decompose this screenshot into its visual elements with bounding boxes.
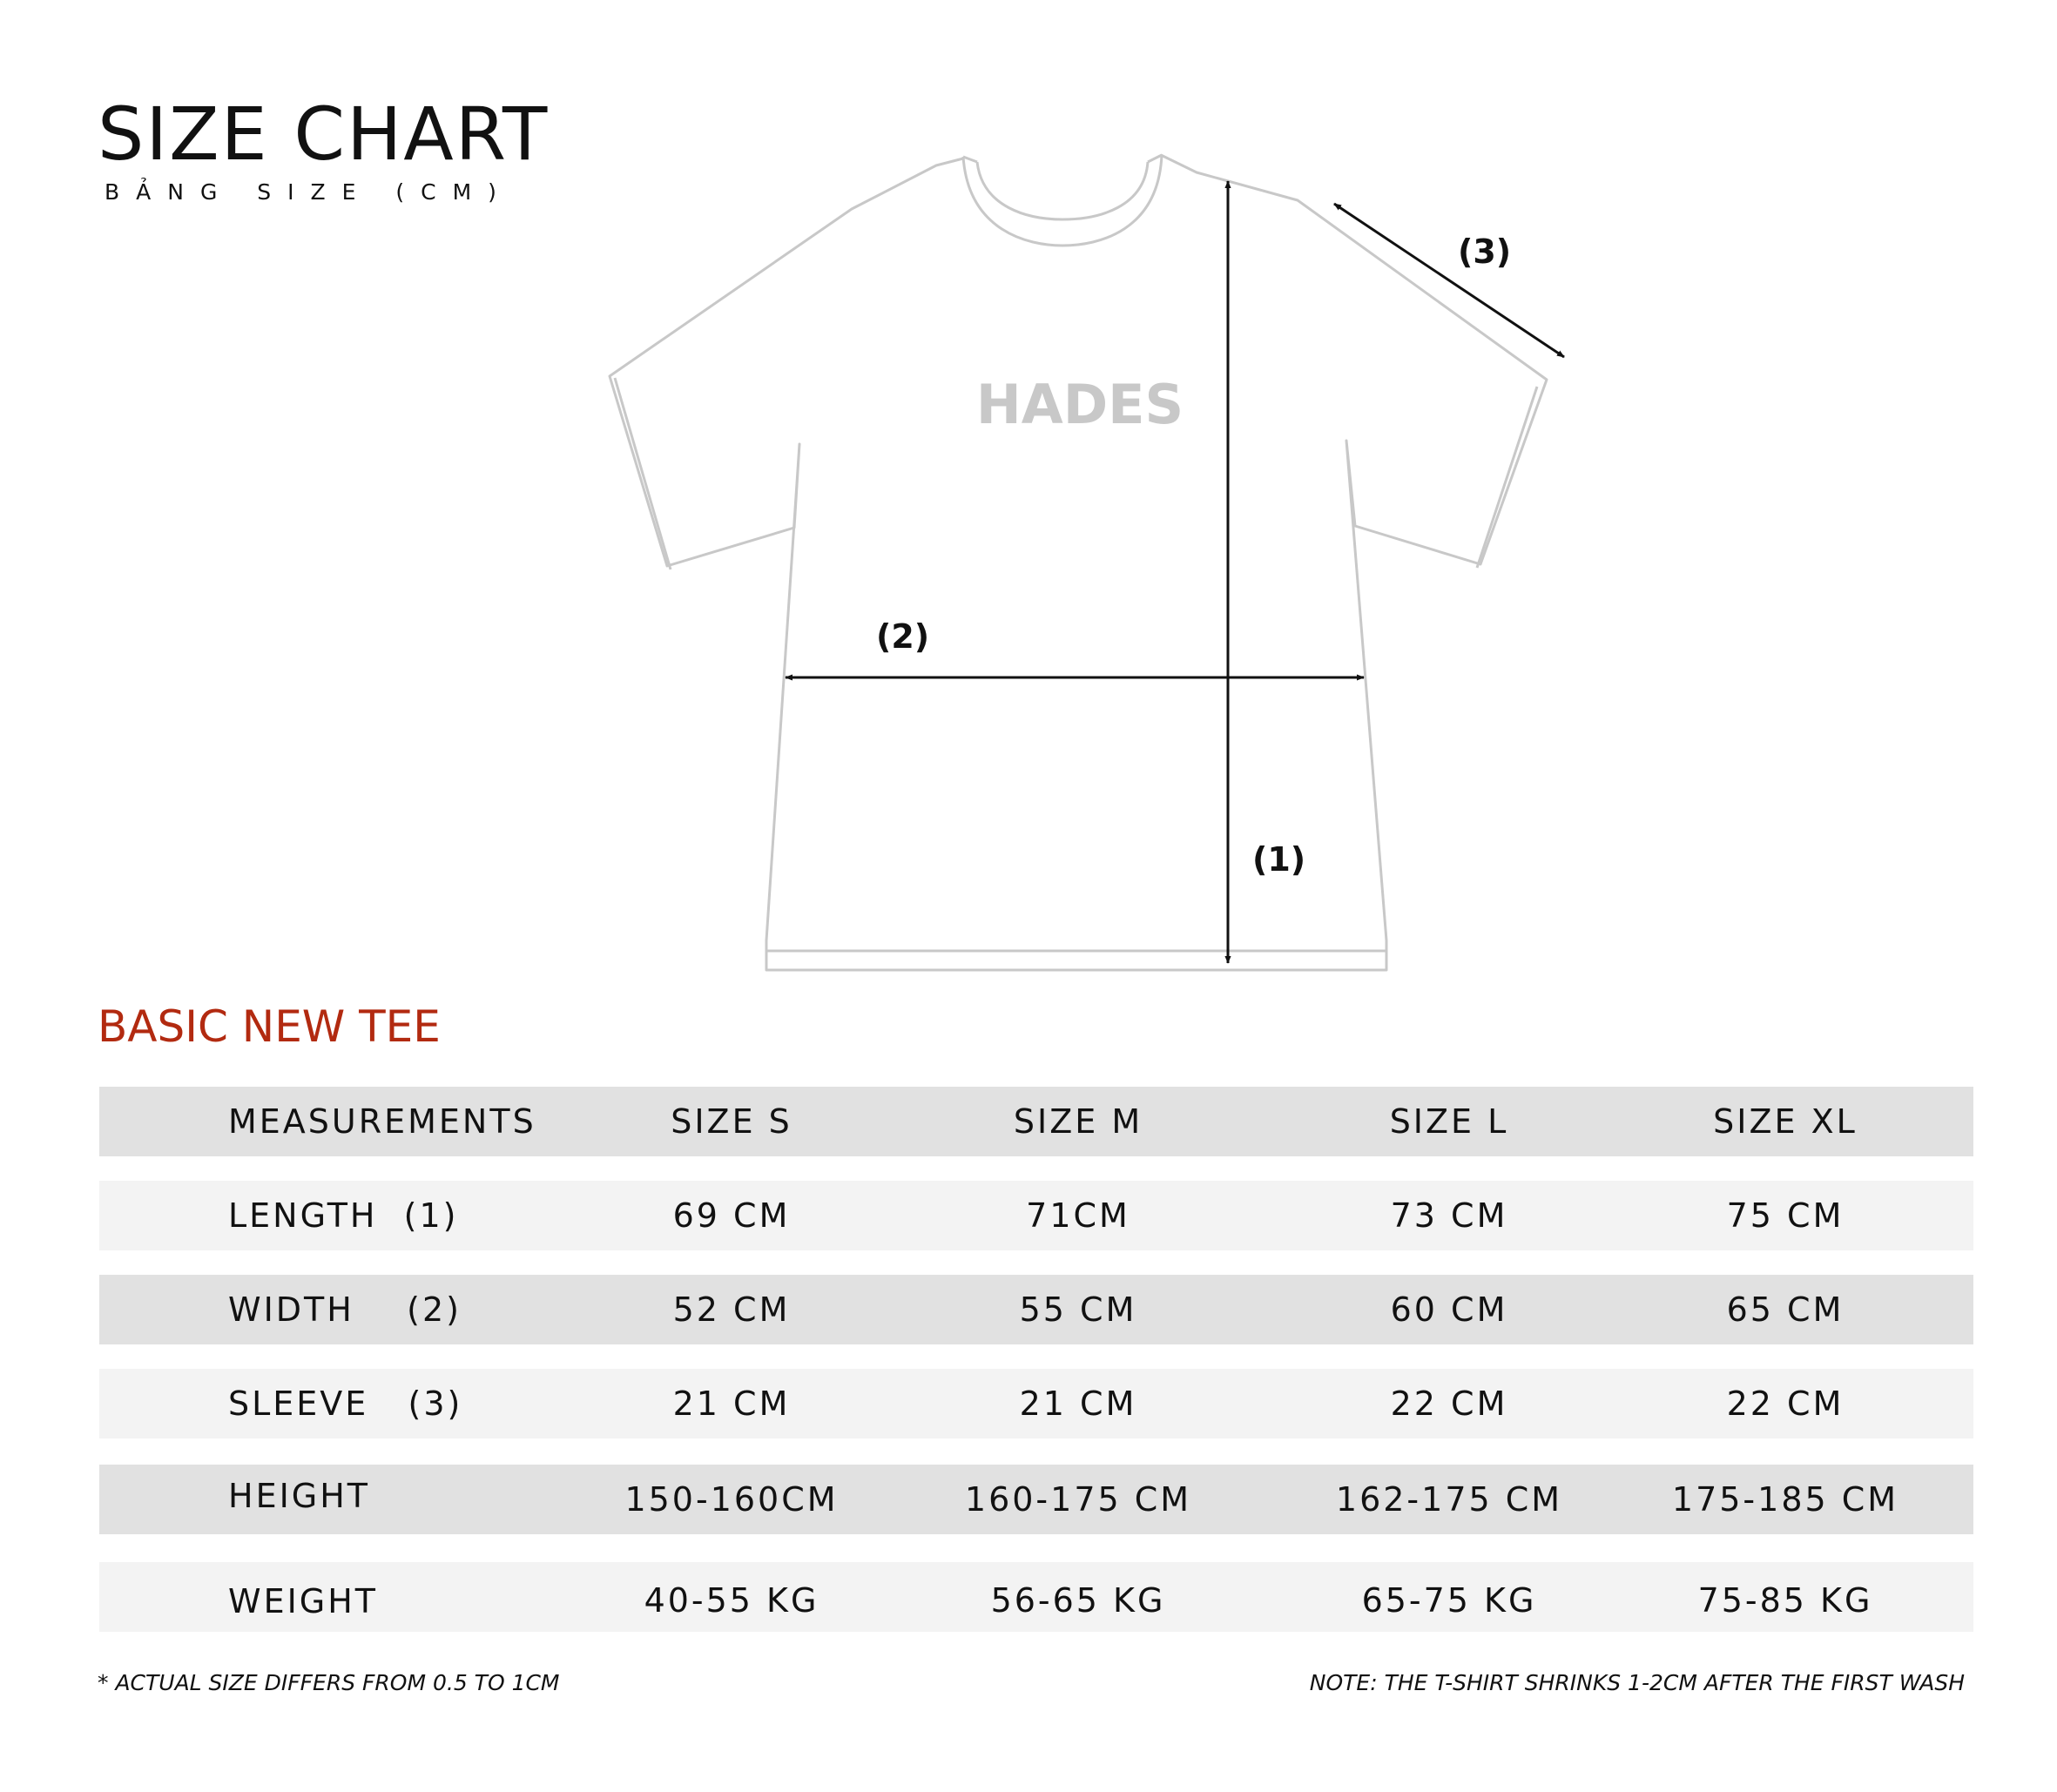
cell-value: 21 CM [672,1384,791,1423]
table-row-width [99,1275,1973,1344]
row-label: WEIGHT [228,1582,379,1620]
sleeve-arrow [1334,204,1564,357]
right-sleeve-hem [1477,387,1537,568]
cell-value: 60 CM [1390,1290,1508,1329]
cell-value: 75-85 KG [1697,1581,1873,1620]
page-title: SIZE CHART [98,91,550,177]
sleeve-marker: (3) [1458,232,1512,271]
length-marker: (1) [1252,840,1306,879]
left-sleeve-hem [615,378,671,569]
cell-value: 65 CM [1726,1290,1845,1329]
collar-outer [963,155,1162,246]
tshirt-outline [610,155,1547,970]
header-size-s: SIZE S [671,1102,792,1141]
cell-value: 73 CM [1390,1196,1508,1235]
cell-value: 22 CM [1390,1384,1508,1423]
header-size-m: SIZE M [1013,1102,1143,1141]
cell-value: 40-55 KG [644,1581,819,1620]
cell-value: 56-65 KG [990,1581,1166,1620]
table-header-row [99,1087,1973,1156]
footnote-shrink: NOTE: THE T-SHIRT SHRINKS 1-2CM AFTER THE FIRST WASH [1309,1670,1965,1695]
table-row-height [99,1465,1973,1534]
product-name: BASIC NEW TEE [98,1001,441,1052]
width-marker: (2) [876,617,930,656]
header-size-l: SIZE L [1389,1102,1509,1141]
cell-value: 75 CM [1726,1196,1845,1235]
table-row-weight [99,1562,1973,1632]
cell-value: 160-175 CM [964,1480,1192,1519]
cell-value: 21 CM [1019,1384,1137,1423]
cell-value: 69 CM [672,1196,791,1235]
footnote-size-difference: * ACTUAL SIZE DIFFERS FROM 0.5 TO 1CM [98,1670,560,1695]
page-subtitle: BẢNG SIZE (CM) [105,179,513,205]
header-measurements: MEASUREMENTS [228,1102,536,1141]
cell-value: 22 CM [1726,1384,1845,1423]
row-label: HEIGHT [228,1477,371,1515]
row-label: SLEEVE (3) [228,1384,463,1423]
cell-value: 52 CM [672,1290,791,1329]
cell-value: 162-175 CM [1335,1480,1563,1519]
brand-logo: HADES [975,373,1184,436]
cell-value: 150-160CM [624,1480,839,1519]
table-row-length [99,1181,1973,1250]
header-size-xl: SIZE XL [1713,1102,1858,1141]
cell-value: 65-75 KG [1361,1581,1537,1620]
row-label: WIDTH (2) [228,1290,462,1329]
cell-value: 71CM [1026,1196,1130,1235]
cell-value: 175-185 CM [1671,1480,1899,1519]
collar-inner [977,162,1148,219]
cell-value: 55 CM [1019,1290,1137,1329]
row-label: LENGTH (1) [228,1196,459,1235]
table-row-sleeve [99,1369,1973,1438]
